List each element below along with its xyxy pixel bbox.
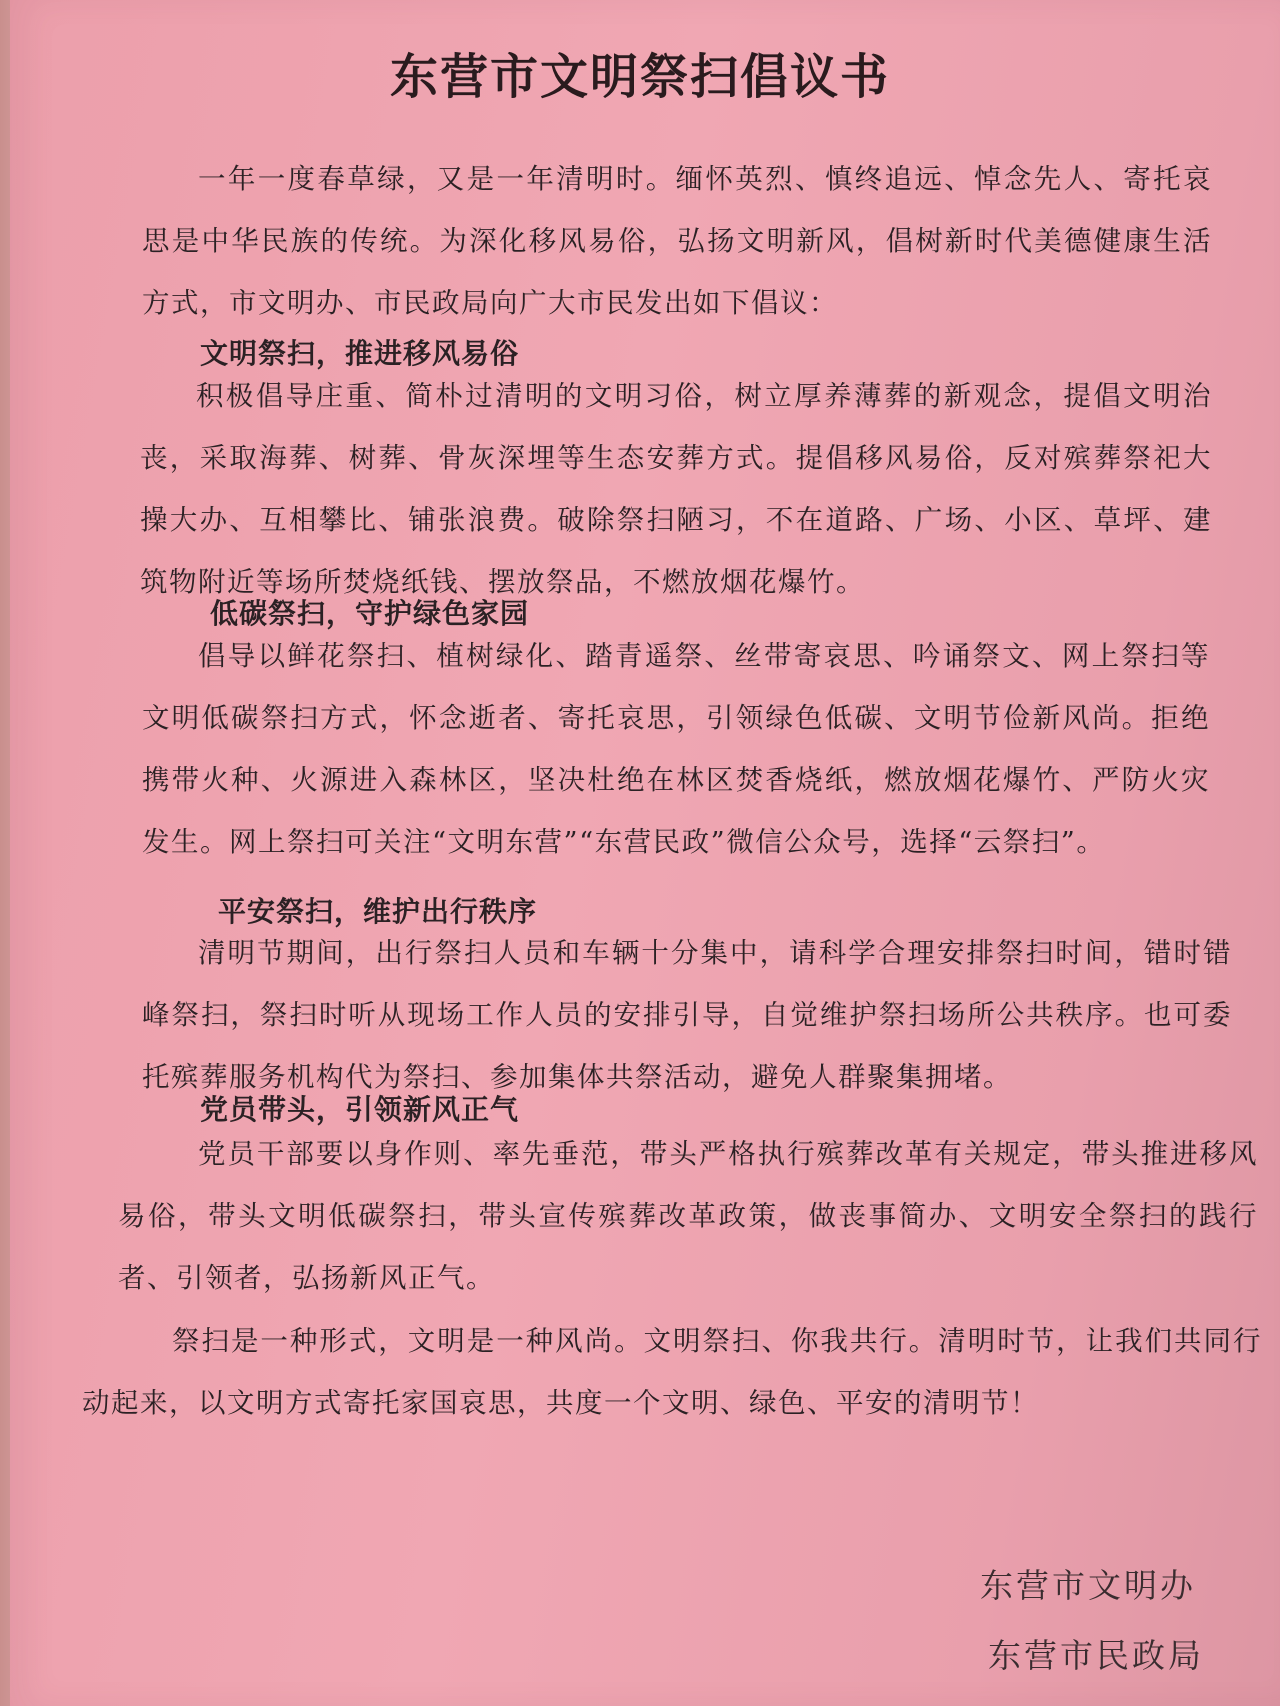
section-heading-3: 平安祭扫，维护出行秩序	[218, 895, 538, 928]
signature-civilization-office: 东营市文明办	[980, 1566, 1196, 1605]
section-body-4: 党员干部要以身作则、率先垂范，带头严格执行殡葬改革有关规定，带头推进移风易俗，带头文明低碳祭扫，带头宣传殡葬改革政策，做丧事简办、文明安全祭扫的践行者、引领者，弘扬新风正气。	[118, 1138, 1258, 1294]
closing-paragraph: 祭扫是一种形式，文明是一种风尚。文明祭扫、你我共行。清明时节，让我们共同行动起来，以文明方式寄托家国哀思，共度一个文明、绿色、平安的清明节！	[82, 1325, 1262, 1419]
signature-civil-affairs-bureau: 东营市民政局	[988, 1636, 1204, 1675]
section-heading-1: 文明祭扫，推进移风易俗	[200, 337, 520, 370]
section-body-2: 倡导以鲜花祭扫、植树绿化、踏青遥祭、丝带寄哀思、吟诵祭文、网上祭扫等文明低碳祭扫方式，怀念逝者、寄托哀思，引领绿色低碳、文明节俭新风尚。拒绝携带火种、火源进入森林区，坚决杜绝在林区焚香烧纸，燃放烟花爆竹、严防火灾发生。网上祭扫可关注“文明东营”“东营民政”微信公众号，选择“云祭扫”。	[142, 640, 1210, 858]
section-heading-4: 党员带头，引领新风正气	[200, 1093, 520, 1126]
document-title: 东营市文明祭扫倡议书	[389, 49, 890, 105]
intro-paragraph: 一年一度春草绿，又是一年清明时。缅怀英烈、慎终追远、悼念先人、寄托哀思是中华民族的传统。为深化移风易俗，弘扬文明新风，倡树新时代美德健康生活方式，市文明办、市民政局向广大市民发出如下倡议：	[142, 163, 1212, 319]
section-heading-2: 低碳祭扫，守护绿色家园	[210, 597, 530, 630]
section-body-3: 清明节期间，出行祭扫人员和车辆十分集中，请科学合理安排祭扫时间，错时错峰祭扫，祭扫时听从现场工作人员的安排引导，自觉维护祭扫场所公共秩序。也可委托殡葬服务机构代为祭扫、参加集体共祭活动，避免人群聚集拥堵。	[142, 937, 1232, 1093]
section-body-1: 积极倡导庄重、简朴过清明的文明习俗，树立厚养薄葬的新观念，提倡文明治丧，采取海葬、树葬、骨灰深埋等生态安葬方式。提倡移风易俗，反对殡葬祭祀大操大办、互相攀比、铺张浪费。破除祭扫陋习，不在道路、广场、小区、草坪、建筑物附近等场所焚烧纸钱、摆放祭品，不燃放烟花爆竹。	[140, 380, 1212, 598]
